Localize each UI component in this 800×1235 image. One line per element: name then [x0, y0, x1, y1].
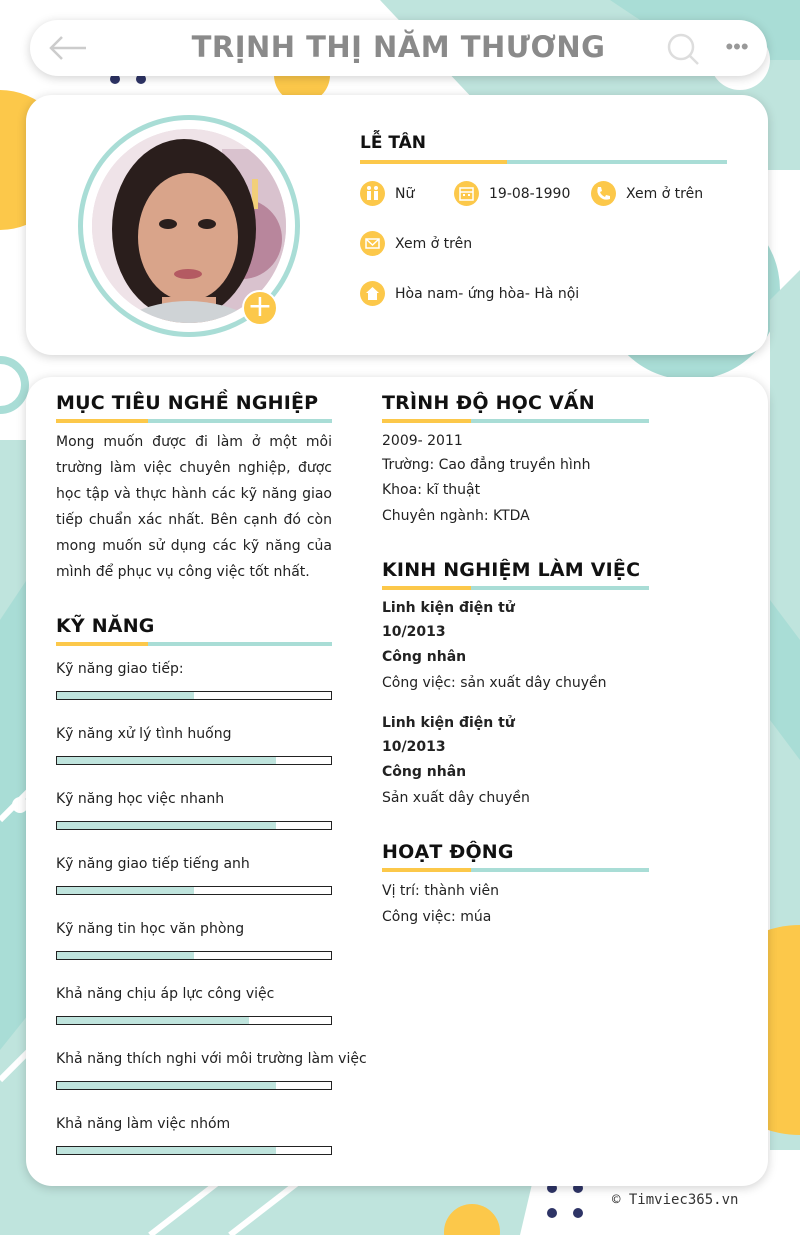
skill-name: Khả năng thích nghi với môi trường làm việc	[56, 1051, 367, 1067]
phone-icon	[591, 181, 616, 206]
header-bar	[30, 20, 767, 76]
skill-level-fill	[57, 952, 194, 959]
skill-level-fill	[57, 822, 276, 829]
skills-underline	[56, 642, 332, 646]
email-info	[360, 231, 472, 256]
search-icon[interactable]	[666, 32, 700, 66]
skill-name: Kỹ năng xử lý tình huống	[56, 726, 232, 742]
gender-info	[360, 181, 414, 206]
job-description: Công việc: sản xuất dây chuyền	[382, 675, 607, 691]
phone-value: Xem ở trên	[626, 185, 704, 202]
education-line: Chuyên ngành: KTDA	[382, 508, 530, 524]
education-title: TRÌNH ĐỘ HỌC VẤN	[382, 392, 595, 414]
objective-title: MỤC TIÊU NGHỀ NGHIỆP	[56, 392, 319, 414]
skill-level-bar	[56, 886, 332, 895]
job-title: LỄ TÂN	[360, 133, 427, 153]
skill-level-bar	[56, 1081, 332, 1090]
job-position: Công nhân	[382, 764, 467, 780]
skill-name: Kỹ năng giao tiếp:	[56, 661, 184, 677]
skill-level-bar	[56, 691, 332, 700]
resume-body-card	[26, 377, 768, 1186]
copyright-text: © Timviec365.vn	[612, 1192, 739, 1208]
skill-name: Khả năng làm việc nhóm	[56, 1116, 231, 1132]
experience-underline	[382, 586, 649, 590]
job-description: Sản xuất dây chuyền	[382, 790, 530, 806]
address-info	[360, 281, 579, 306]
gender-icon	[360, 181, 385, 206]
activity-line: Công việc: múa	[382, 909, 492, 925]
gender-value: Nữ	[395, 185, 415, 202]
job-date: 10/2013	[382, 739, 446, 755]
skill-level-fill	[57, 1017, 249, 1024]
add-photo-button[interactable]: +	[242, 290, 278, 326]
skill-level-bar	[56, 821, 332, 830]
activity-line: Vị trí: thành viên	[382, 883, 500, 899]
objective-underline	[56, 419, 332, 423]
skill-level-fill	[57, 757, 276, 764]
skill-level-bar	[56, 951, 332, 960]
job-position: Công nhân	[382, 649, 467, 665]
skill-name: Khả năng chịu áp lực công việc	[56, 986, 275, 1002]
skills-title: KỸ NĂNG	[56, 615, 155, 637]
skill-level-fill	[57, 887, 194, 894]
home-icon	[360, 281, 385, 306]
job-company: Linh kiện điện tử	[382, 715, 515, 731]
calendar-icon	[454, 181, 479, 206]
address-value: Hòa nam- ứng hòa- Hà nội	[395, 285, 580, 302]
skill-level-bar	[56, 756, 332, 765]
education-line: Khoa: kĩ thuật	[382, 482, 481, 498]
skill-level-fill	[57, 1147, 276, 1154]
phone-info	[591, 181, 703, 206]
job-title-underline	[360, 160, 727, 164]
skill-level-fill	[57, 1082, 276, 1089]
experience-title: KINH NGHIỆM LÀM VIỆC	[382, 559, 641, 581]
skill-name: Kỹ năng giao tiếp tiếng anh	[56, 856, 250, 872]
job-date: 10/2013	[382, 624, 446, 640]
activities-underline	[382, 868, 649, 872]
skill-name: Kỹ năng học việc nhanh	[56, 791, 225, 807]
email-icon	[360, 231, 385, 256]
job-company: Linh kiện điện tử	[382, 600, 515, 616]
birthday-value: 19-08-1990	[489, 185, 571, 202]
education-line: 2009- 2011	[382, 433, 463, 449]
skill-level-fill	[57, 692, 194, 699]
birthday-info	[454, 181, 570, 206]
education-underline	[382, 419, 649, 423]
skill-level-bar	[56, 1146, 332, 1155]
profile-card	[26, 95, 768, 355]
activities-title: HOẠT ĐỘNG	[382, 841, 514, 863]
objective-text: Mong muốn được đi làm ở một môi trường làm việc chuyên nghiệp, được học tập và thực hành các kỹ năng giao tiếp chuẩn xác nhất. Bên cạnh đó còn mong muốn sử dụng các kỹ năng của mình để phục vụ công việc tốt nhất.	[56, 434, 332, 580]
skill-level-bar	[56, 1016, 332, 1025]
skill-name: Kỹ năng tin học văn phòng	[56, 921, 245, 937]
more-icon[interactable]: •••	[725, 34, 749, 59]
candidate-name: TRỊNH THỊ NĂM THƯƠNG	[191, 30, 606, 64]
education-line: Trường: Cao đẳng truyền hình	[382, 457, 591, 473]
email-value: Xem ở trên	[395, 235, 473, 252]
